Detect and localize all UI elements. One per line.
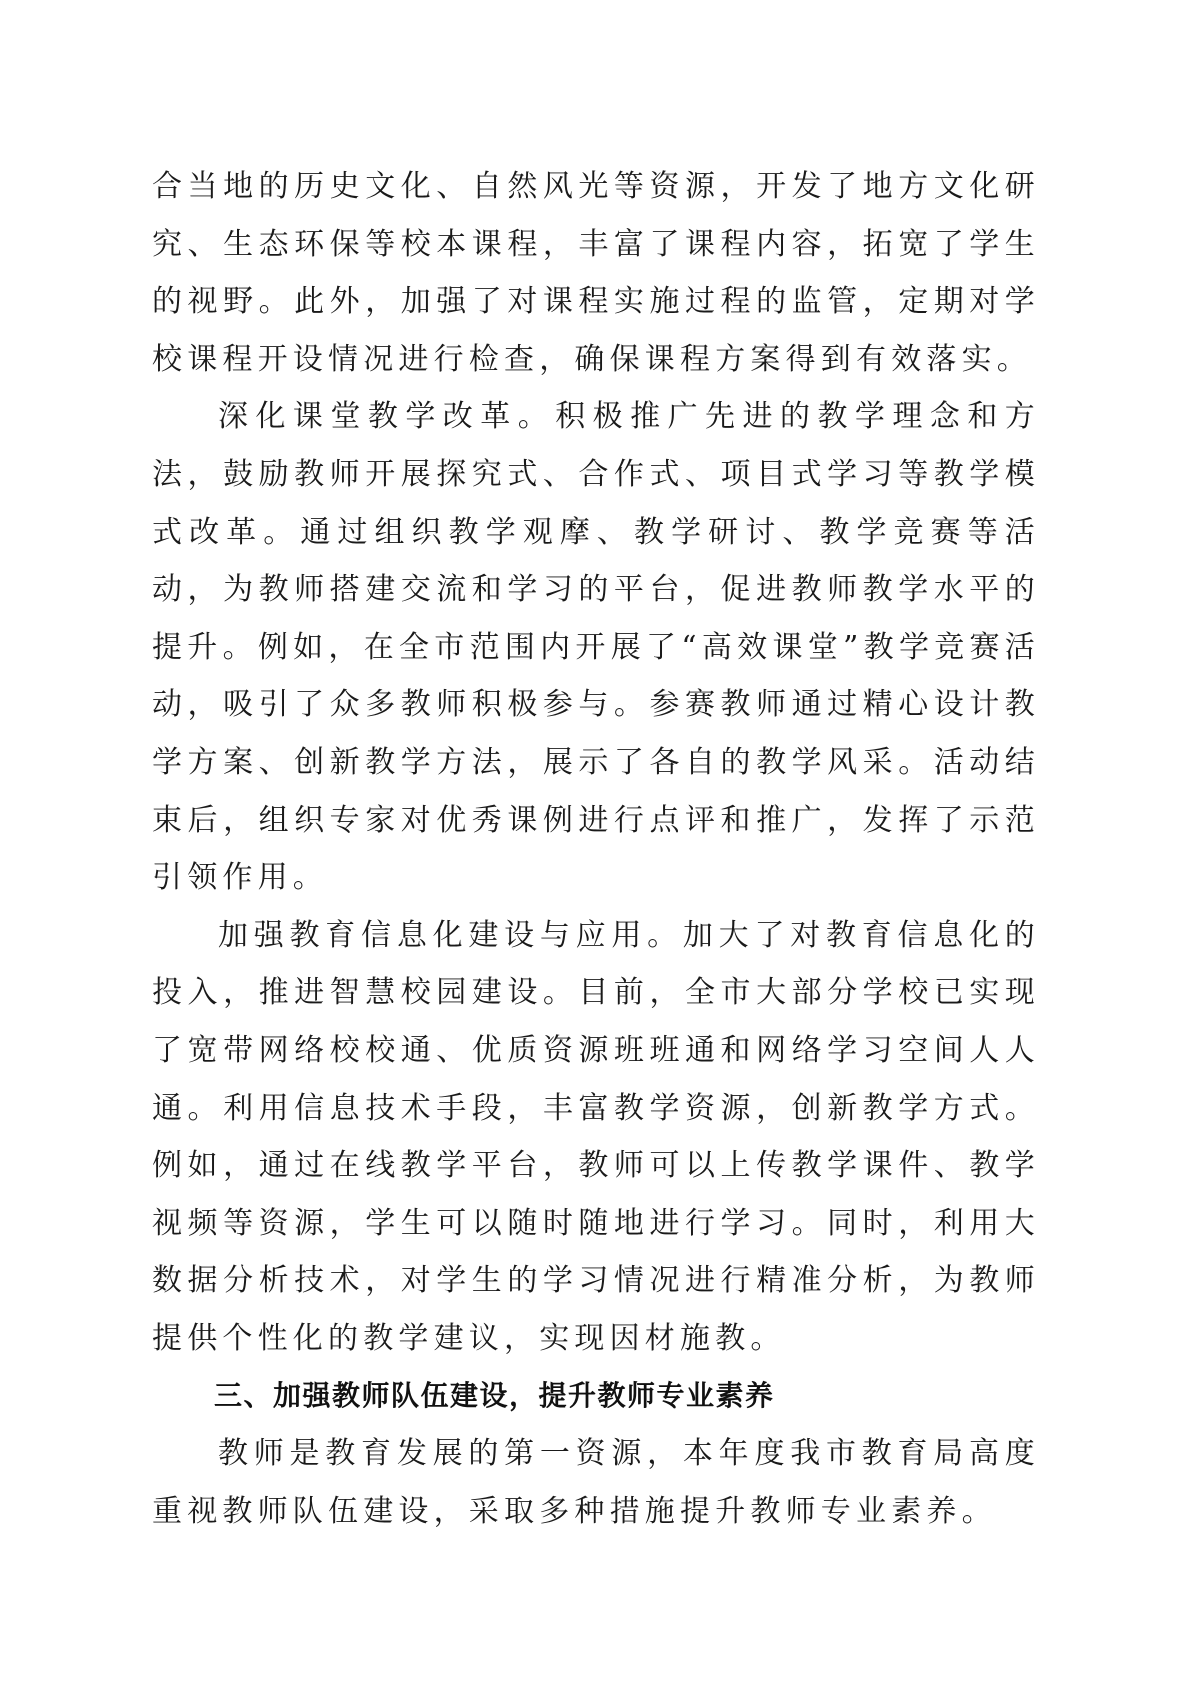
paragraph-education-informatization: 加强教育信息化建设与应用。加大了对教育信息化的投入，推进智慧校园建设。目前，全市大部分学校已实现了宽带网络校校通、优质资源班班通和网络学习空间人人通。利用信息技术手段，丰富教学资源，创新教学方式。例如，通过在线教学平台，教师可以上传教学课件、教学视频等资源，学生可以随时随地进行学习。同时，利用大数据分析技术，对学生的学习情况进行精准分析，为教师提供个性化的教学建议，实现因材施教。	[152, 917, 1040, 1356]
paragraph-classroom-reform: 深化课堂教学改革。积极推广先进的教学理念和方法，鼓励教师开展探究式、合作式、项目式学习等教学模式改革。通过组织教学观摩、教学研讨、教学竞赛等活动，为教师搭建交流和学习的平台，促进教师教学水平的提升。例如，在全市范围内开展了“高效课堂”教学竞赛活动，吸引了众多教师积极参与。参赛教师通过精心设计教学方案、创新教学方法，展示了各自的教学风采。活动结束后，组织专家对优秀课例进行点评和推广，发挥了示范引领作用。	[152, 399, 1040, 896]
paragraph-teacher-team-intro: 教师是教育发展的第一资源，本年度我市教育局高度重视教师队伍建设，采取多种措施提升教师专业素养。	[152, 1436, 1040, 1529]
paragraph-curriculum-continued: 合当地的历史文化、自然风光等资源，开发了地方文化研究、生态环保等校本课程，丰富了课程内容，拓宽了学生的视野。此外，加强了对课程实施过程的监管，定期对学校课程开设情况进行检查，确保课程方案得到有效落实。	[152, 169, 1040, 377]
document-body	[152, 158, 1040, 1540]
section-heading-teacher-team: 三、加强教师队伍建设，提升教师专业素养	[214, 1379, 775, 1413]
